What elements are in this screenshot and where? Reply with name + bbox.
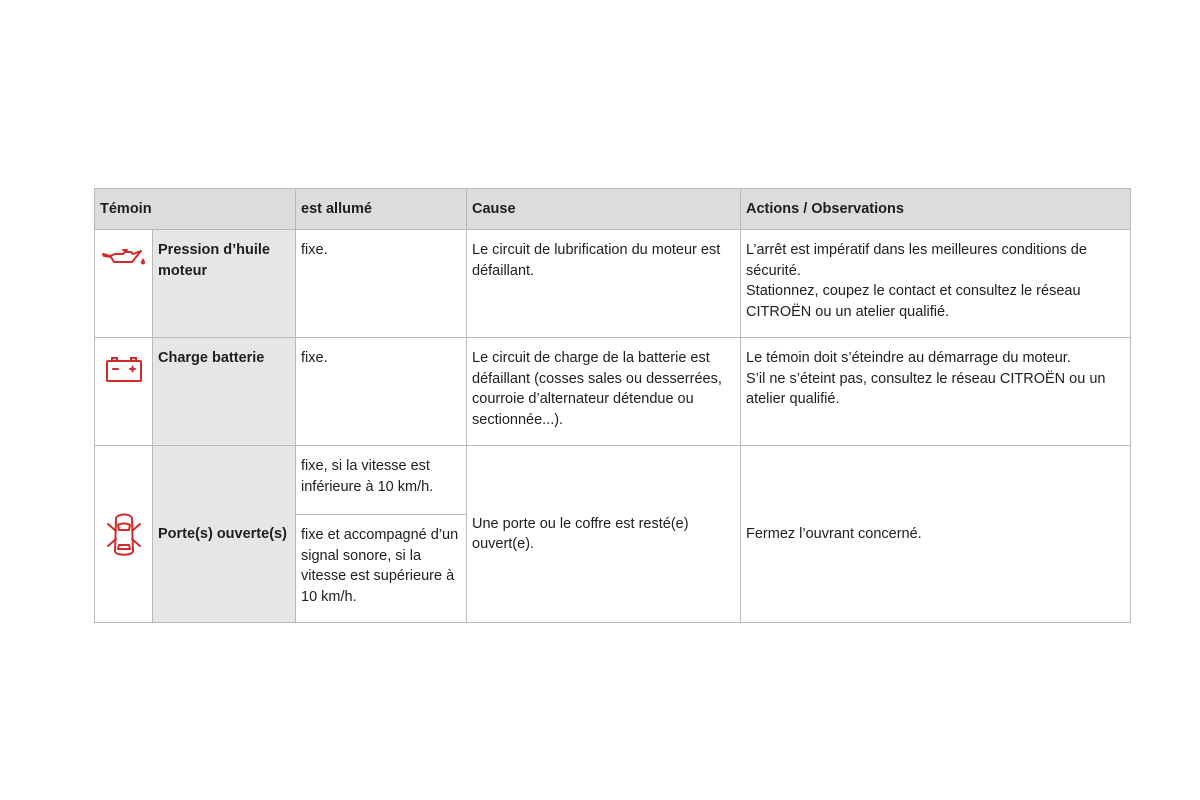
icon-cell bbox=[95, 446, 153, 623]
actions-cell: Fermez l’ouvrant concerné. bbox=[741, 446, 1131, 623]
actions-line: Le témoin doit s’éteindre au démarrage du moteur. bbox=[746, 350, 1071, 366]
cause-cell: Le circuit de lubrification du moteur est défaillant. bbox=[467, 230, 741, 338]
warning-lights-table bbox=[94, 188, 1131, 623]
state-cell: fixe. bbox=[296, 338, 467, 446]
state-cell: fixe et accompagné d’un signal sonore, si la vitesse est supérieure à 10 km/h. bbox=[296, 515, 467, 623]
indicator-name: Charge batterie bbox=[153, 338, 296, 446]
actions-line: S’il ne s’éteint pas, consultez le réseau CITROËN ou un atelier qualifié. bbox=[746, 370, 1106, 407]
oil-can-icon bbox=[95, 230, 152, 270]
icon-cell bbox=[95, 230, 153, 338]
cause-cell: Le circuit de charge de la batterie est défaillant (cosses sales ou desserrées, courroie d’alternateur détendue ou sectionnée...). bbox=[467, 338, 741, 446]
table-row bbox=[95, 230, 1131, 338]
table-row bbox=[95, 338, 1131, 446]
state-cell: fixe, si la vitesse est inférieure à 10 km/h. bbox=[296, 446, 467, 515]
header-cause: Cause bbox=[467, 189, 741, 230]
header-temoin: Témoin bbox=[95, 189, 296, 230]
actions-cell bbox=[741, 338, 1131, 446]
state-cell: fixe. bbox=[296, 230, 467, 338]
header-actions: Actions / Observations bbox=[741, 189, 1131, 230]
actions-line: Stationnez, coupez le contact et consultez le réseau CITROËN ou un atelier qualifié. bbox=[746, 283, 1081, 320]
actions-cell bbox=[741, 230, 1131, 338]
header-est-allume: est allumé bbox=[296, 189, 467, 230]
indicator-name: Porte(s) ouverte(s) bbox=[153, 446, 296, 623]
cause-cell: Une porte ou le coffre est resté(e) ouvert(e). bbox=[467, 446, 741, 623]
actions-line: L’arrêt est impératif dans les meilleures conditions de sécurité. bbox=[746, 242, 1087, 279]
indicator-name: Pression d’huile moteur bbox=[153, 230, 296, 338]
open-door-car-icon bbox=[95, 509, 152, 559]
icon-cell bbox=[95, 338, 153, 446]
table-row bbox=[95, 446, 1131, 515]
battery-icon bbox=[95, 338, 152, 383]
table-header-row bbox=[95, 189, 1131, 230]
